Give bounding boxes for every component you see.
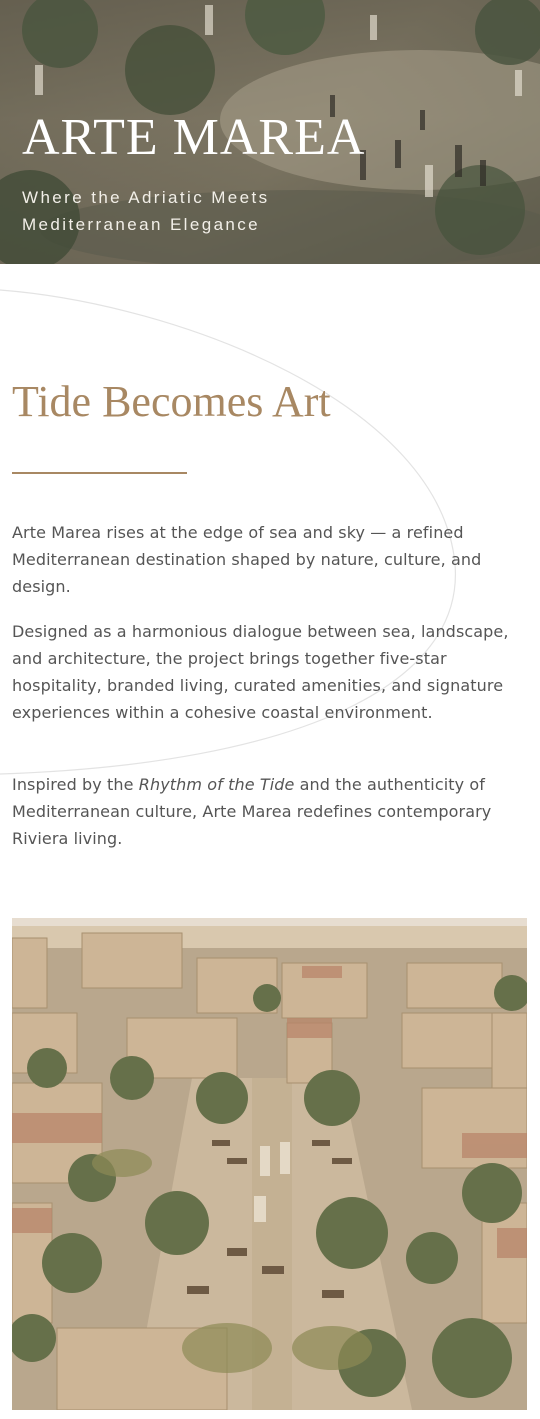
intro-paragraph-3-emphasis: Rhythm of the Tide <box>138 775 295 794</box>
intro-paragraph-3-lead: Inspired by the <box>12 775 139 794</box>
heading-divider <box>12 472 187 474</box>
aerial-resort-image <box>12 918 527 1410</box>
intro-paragraph-2: Designed as a harmonious dialogue between sea, landscape, and architecture, the project brings together five-star hospitality, branded living, curated amenities, and signature experiences within a cohesive coastal environment. <box>12 622 509 722</box>
intro-paragraph-3-tail: and the authenticity of Mediterranean culture, Arte Marea redefines contemporary Riviera living. <box>12 775 492 848</box>
hero-title: ARTE MAREA <box>22 109 366 166</box>
intro-paragraph-1: Arte Marea rises at the edge of sea and sky — a refined Mediterranean destination shaped by nature, culture, and design. <box>12 523 482 596</box>
hero-tagline: Where the Adriatic Meets Mediterranean Elegance <box>22 188 270 234</box>
intro-paragraph-3 <box>12 771 527 852</box>
hero-banner <box>0 0 540 264</box>
aerial-resort-illustration <box>12 918 527 1410</box>
section-heading: Tide Becomes Art <box>12 377 331 426</box>
